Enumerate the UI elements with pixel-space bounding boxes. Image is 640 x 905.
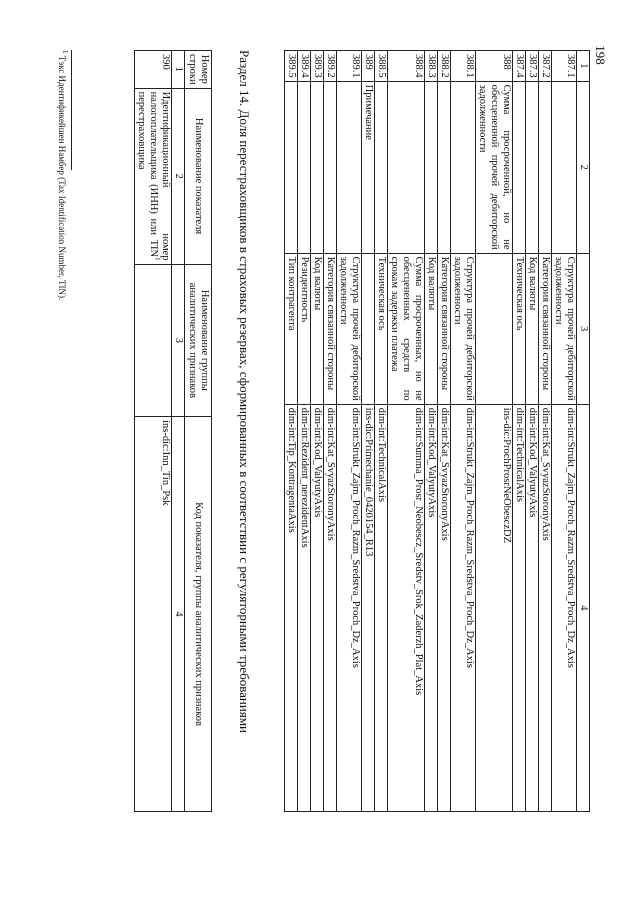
table-row bbox=[438, 51, 451, 812]
group-name: Тип контрагента bbox=[285, 253, 298, 404]
indicator-name bbox=[375, 81, 388, 253]
indicator-code: dim-int:Summa_Prosr_Neobescz_Sredstv_Srok_Zaderzh_Plat_Axis bbox=[388, 404, 425, 811]
indicator-code: dim-int:Kat_SvyazStoronyAxis bbox=[438, 404, 451, 811]
indicator-code: dim-int:Kod_ValyutyAxis bbox=[311, 404, 324, 811]
row-code: 388.5 bbox=[375, 51, 388, 82]
row-code: 387.2 bbox=[539, 51, 552, 82]
table-row bbox=[451, 51, 476, 812]
footnote-separator bbox=[71, 50, 72, 170]
row-code: 389.5 bbox=[285, 51, 298, 82]
section-title: Раздел 14. Доля перестраховщиков в страховых резервах, сформированных в соответствии с регуляторными требованиями bbox=[237, 50, 252, 734]
table-row bbox=[388, 51, 425, 812]
indicator-name bbox=[135, 88, 172, 264]
indicator-name bbox=[285, 81, 298, 253]
row-code: 390 bbox=[135, 51, 172, 89]
footnote-text: Тэкс Идентификейшен Намбер (Tax Identification Number, TIN). bbox=[57, 55, 67, 301]
column-header-indicator-name: Наименование показателя bbox=[185, 88, 212, 264]
group-name bbox=[135, 264, 172, 417]
table-row bbox=[425, 51, 438, 812]
group-name: Код валюты bbox=[526, 253, 539, 404]
column-header-group-name: Наименование группы аналитических признаков bbox=[185, 264, 212, 417]
group-name: Сумма просроченных, но не обесцененных средств по срокам задержки платежа bbox=[388, 253, 425, 404]
table-body bbox=[285, 51, 577, 812]
column-number: 1 bbox=[172, 51, 185, 89]
column-number: 3 bbox=[577, 253, 590, 404]
table-row bbox=[285, 51, 298, 812]
row-code: 388.1 bbox=[451, 51, 476, 82]
indicator-name bbox=[337, 81, 362, 253]
group-name: Резидентность bbox=[298, 253, 311, 404]
group-name: Код валюты bbox=[311, 253, 324, 404]
indicator-name bbox=[451, 81, 476, 253]
indicator-name-suffix: перестраховщика bbox=[136, 91, 147, 170]
indicator-code: dim-int:Strukt_Zajm_Proch_Razm_Sredstva_Proch_Dz_Axis bbox=[337, 404, 362, 811]
table-row bbox=[539, 51, 552, 812]
table-row bbox=[135, 51, 172, 812]
indicator-name bbox=[425, 81, 438, 253]
footnote-mark: 1 bbox=[153, 257, 162, 261]
indicators-table-continued bbox=[284, 50, 590, 812]
indicator-name bbox=[388, 81, 425, 253]
table-row bbox=[552, 51, 577, 812]
table-row bbox=[526, 51, 539, 812]
column-header-row-number: Номер строки bbox=[185, 51, 212, 89]
group-name: Структура прочей дебиторской задолженности bbox=[337, 253, 362, 404]
indicator-name bbox=[513, 81, 526, 253]
table-row bbox=[362, 51, 375, 812]
table-row bbox=[513, 51, 526, 812]
indicator-code: dim-int:TechnicalAxis bbox=[513, 404, 526, 811]
column-number: 1 bbox=[577, 51, 590, 82]
row-code: 389.3 bbox=[311, 51, 324, 82]
row-code: 387.3 bbox=[526, 51, 539, 82]
indicator-code: ins-dic:ProchProsrNeObesczDZ bbox=[476, 404, 513, 811]
column-number: 4 bbox=[172, 417, 185, 812]
indicator-code: dim-int:TechnicalAxis bbox=[375, 404, 388, 811]
row-code: 387.4 bbox=[513, 51, 526, 82]
row-code: 387.1 bbox=[552, 51, 577, 82]
column-number: 2 bbox=[172, 88, 185, 264]
indicator-code: dim-int:Kat_SvyazStoronyAxis bbox=[539, 404, 552, 811]
indicator-code: dim-int:Strukt_Zajm_Proch_Razm_Sredstva_Proch_Dz_Axis bbox=[552, 404, 577, 811]
row-code: 388.2 bbox=[438, 51, 451, 82]
row-code: 388.4 bbox=[388, 51, 425, 82]
indicator-name bbox=[298, 81, 311, 253]
group-name: Техническая ось bbox=[513, 253, 526, 404]
table-row bbox=[375, 51, 388, 812]
row-code: 389 bbox=[362, 51, 375, 82]
table-row bbox=[311, 51, 324, 812]
indicator-name bbox=[324, 81, 337, 253]
column-number: 3 bbox=[172, 264, 185, 417]
reinsurers-share-table bbox=[134, 50, 212, 812]
group-name: Категория связанной стороны bbox=[438, 253, 451, 404]
indicator-name bbox=[552, 81, 577, 253]
row-code: 389.2 bbox=[324, 51, 337, 82]
indicator-code: dim-int:Strukt_Zajm_Proch_Razm_Sredstva_Proch_Dz_Axis bbox=[451, 404, 476, 811]
group-name: Категория связанной стороны bbox=[539, 253, 552, 404]
indicator-name-text: Идентификационный номер налогоплательщика (ИНН) или TIN bbox=[148, 91, 171, 261]
row-code: 388 bbox=[476, 51, 513, 82]
column-number-row bbox=[172, 51, 185, 812]
group-name bbox=[476, 253, 513, 404]
column-number-row bbox=[577, 51, 590, 812]
table-row bbox=[298, 51, 311, 812]
indicator-name bbox=[438, 81, 451, 253]
group-name: Техническая ось bbox=[375, 253, 388, 404]
indicator-name: Сумма просроченной, но не обесцененной прочей дебиторской задолженности bbox=[476, 81, 513, 253]
table-row bbox=[337, 51, 362, 812]
row-code: 389.1 bbox=[337, 51, 362, 82]
group-name: Структура прочей дебиторской задолженности bbox=[552, 253, 577, 404]
indicator-name bbox=[311, 81, 324, 253]
column-header-code: Код показателя, группы аналитических признаков bbox=[185, 417, 212, 812]
group-name: Код валюты bbox=[425, 253, 438, 404]
group-name: Структура прочей дебиторской задолженности bbox=[451, 253, 476, 404]
table-row bbox=[324, 51, 337, 812]
column-number: 4 bbox=[577, 404, 590, 811]
indicator-name: Примечание bbox=[362, 81, 375, 253]
group-name bbox=[362, 253, 375, 404]
footnote bbox=[56, 50, 67, 812]
row-code: 389.4 bbox=[298, 51, 311, 82]
indicator-code: dim-int:Tip_KontragentaAxis bbox=[285, 404, 298, 811]
indicator-code: ins-dic:Primechanie_0420154_R13 bbox=[362, 404, 375, 811]
rotated-page-content bbox=[40, 50, 600, 850]
indicator-name bbox=[526, 81, 539, 253]
indicator-code: dim-int:Kat_SvyazStoronyAxis bbox=[324, 404, 337, 811]
indicator-name bbox=[539, 81, 552, 253]
row-code: 388.3 bbox=[425, 51, 438, 82]
indicator-code: dim-int:Kod_ValyutyAxis bbox=[526, 404, 539, 811]
group-name: Категория связанной стороны bbox=[324, 253, 337, 404]
indicator-code: dim-int:Rezident_nerezidentAxis bbox=[298, 404, 311, 811]
page-number: 198 bbox=[593, 45, 608, 65]
indicator-code: dim-int:Kod_ValyutyAxis bbox=[425, 404, 438, 811]
indicator-code: ins-dic:Inn_Tin_Psk bbox=[135, 417, 172, 812]
table-row bbox=[476, 51, 513, 812]
footnote-number: 1 bbox=[61, 50, 69, 54]
header-row bbox=[185, 51, 212, 812]
column-number: 2 bbox=[577, 81, 590, 253]
